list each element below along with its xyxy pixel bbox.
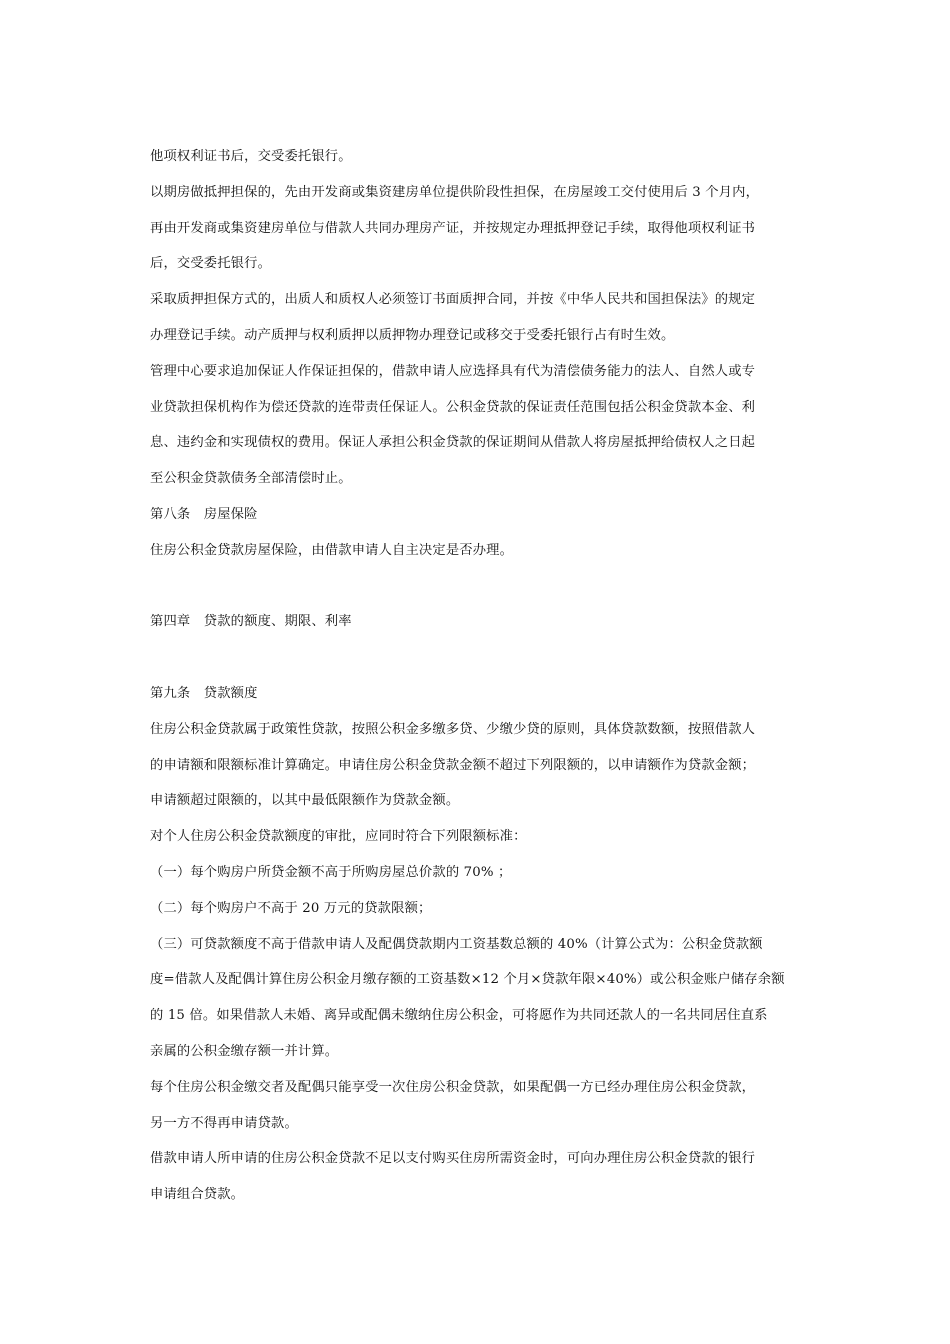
paragraph-line: 对个人住房公积金贷款额度的审批，应同时符合下列限额标准： (150, 829, 527, 845)
paragraph-line: 他项权利证书后，交受委托银行。 (150, 149, 352, 164)
paragraph-line: 采取质押担保方式的，出质人和质权人必须签订书面质押合同，并按《中华人民共和国担保法》的规定 (150, 292, 756, 308)
paragraph-line: （一）每个购房户所贷金额不高于所购房屋总价款的 70% ； (150, 864, 512, 880)
paragraph-line: 后，交受委托银行。 (150, 256, 272, 272)
paragraph-line: 另一方不得再申请贷款。 (150, 1115, 298, 1131)
paragraph-line: 管理中心要求追加保证人作保证担保的，借款申请人应选择具有代为清偿债务能力的法人、自然人或专 (150, 363, 756, 379)
paragraph-line: 至公积金贷款债务全部清偿时止。 (150, 471, 352, 487)
document-body (150, 139, 810, 1213)
paragraph-line: 申请额超过限额的，以其中最低限额作为贷款金额。 (150, 793, 460, 809)
paragraph-line: 每个住房公积金缴交者及配偶只能享受一次住房公积金贷款，如果配偶一方已经办理住房公积金贷款， (150, 1079, 756, 1095)
paragraph-line: 息、违约金和实现债权的费用。保证人承担公积金贷款的保证期间从借款人将房屋抵押给债权人之日起 (150, 435, 756, 451)
paragraph-line: （三）可贷款额度不高于借款申请人及配偶贷款期内工资基数总额的 40%（计算公式为：公积金贷款额 (150, 936, 763, 952)
paragraph-line: 办理登记手续。动产质押与权利质押以质押物办理登记或移交于受委托银行占有时生效。 (150, 327, 675, 343)
paragraph-line: 申请组合贷款。 (150, 1187, 245, 1203)
paragraph-line: 亲属的公积金缴存额一并计算。 (150, 1043, 339, 1059)
section-heading: 第九条 贷款额度 (150, 685, 258, 701)
blank-line (150, 640, 810, 676)
paragraph-line: 的 15 倍。如果借款人未婚、离异或配偶未缴纳住房公积金，可将愿作为共同还款人的一名共同居住直系 (150, 1008, 768, 1024)
paragraph-line: （二）每个购房户不高于 20 万元的贷款限额； (150, 900, 432, 916)
paragraph-line: 的申请额和限额标准计算确定。申请住房公积金贷款金额不超过下列限额的，以申请额作为贷款金额； (150, 757, 756, 773)
paragraph-line: 借款申请人所申请的住房公积金贷款不足以支付购买住房所需资金时，可向办理住房公积金贷款的银行 (150, 1151, 756, 1167)
paragraph-line: 住房公积金贷款房屋保险，由借款申请人自主决定是否办理。 (150, 542, 514, 558)
section-heading: 第四章 贷款的额度、期限、利率 (150, 614, 352, 630)
section-heading: 第八条 房屋保险 (150, 506, 258, 522)
paragraph-line: 以期房做抵押担保的，先由开发商或集资建房单位提供阶段性担保，在房屋竣工交付使用后 3 个月内， (150, 184, 760, 200)
paragraph-line: 住房公积金贷款属于政策性贷款，按照公积金多缴多贷、少缴少贷的原则，具体贷款数额，按照借款人 (150, 721, 756, 737)
paragraph-line: 度=借款人及配偶计算住房公积金月缴存额的工资基数×12 个月×贷款年限×40%）或公积金账户储存余额 (150, 972, 785, 988)
paragraph-line: 再由开发商或集资建房单位与借款人共同办理房产证，并按规定办理抵押登记手续，取得他项权利证书 (150, 220, 756, 236)
paragraph-line: 业贷款担保机构作为偿还贷款的连带责任保证人。公积金贷款的保证责任范围包括公积金贷款本金、利 (150, 399, 756, 415)
blank-line (150, 569, 810, 605)
